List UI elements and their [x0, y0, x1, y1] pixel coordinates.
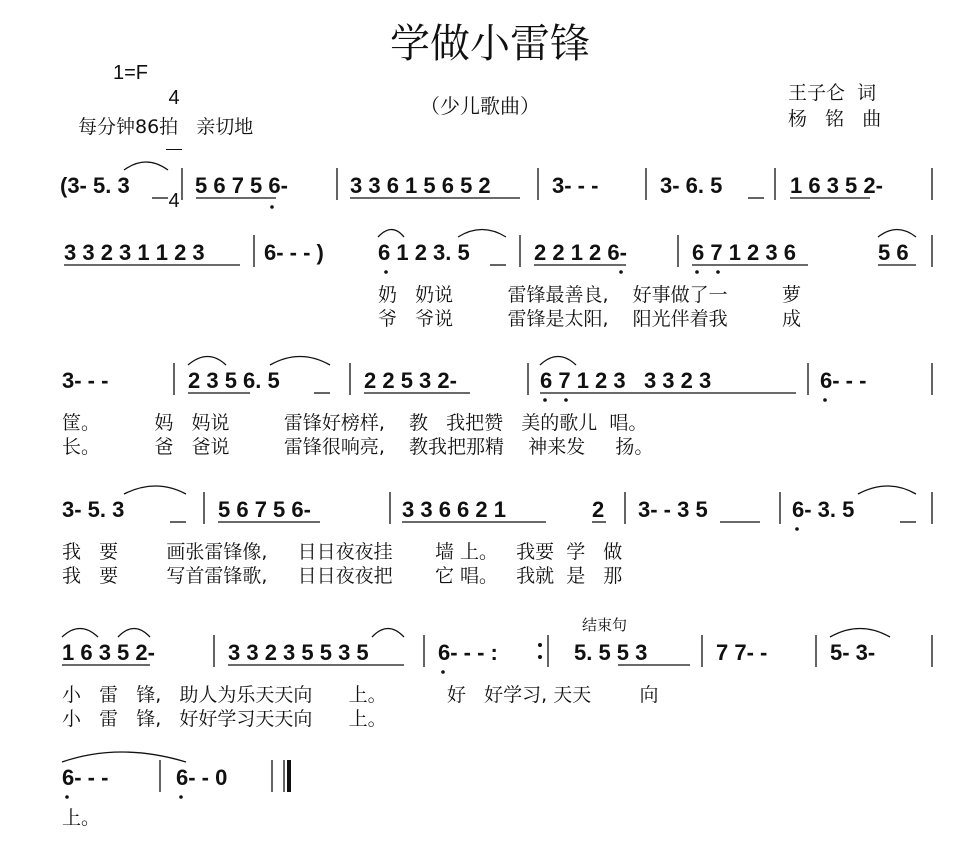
measure: 6- - - ): [264, 240, 324, 265]
measure: 6 7 1 2 3 6: [692, 240, 796, 265]
measure: 6- - - :: [438, 640, 498, 665]
measure: (3- 5. 3: [60, 173, 130, 198]
tempo-marking: 每分钟86拍 亲切地: [78, 116, 254, 138]
measure: 1 6 3 5 2-: [62, 640, 155, 665]
measure: 7 7- -: [716, 640, 768, 665]
measure: 3 3 6 1 5 6 5 2: [350, 173, 491, 198]
composer-credit: 杨 铭 曲: [788, 108, 882, 130]
lyric-line-verse-1: 上。: [62, 807, 101, 829]
measure: 2: [592, 497, 605, 522]
measure: 3- - -: [552, 173, 599, 198]
measure: 3- - -: [62, 368, 109, 393]
measure: 6- 3. 5: [792, 497, 855, 522]
measure: 3 3 2 3 1 1 2 3: [64, 240, 205, 265]
measure: 3 3 2 3 5 5 3 5: [228, 640, 369, 665]
measure: 5 6: [878, 240, 909, 265]
measure: 6 1 2 3. 5: [378, 240, 470, 265]
measure: 3- 6. 5: [660, 173, 723, 198]
measure: 3- - 3 5: [638, 497, 708, 522]
measure: 3 3 6 6 2 1: [402, 497, 506, 522]
lyricist-credit: 王子仑 词: [788, 82, 877, 104]
coda-marker: 结束句: [582, 616, 628, 634]
measure: 5 6 7 5 6-: [218, 497, 311, 522]
song-title: 学做小雷锋: [390, 21, 590, 67]
lyric-line-verse-1: 筐。 妈 妈说 雷锋好榜样, 教 我把赞 美的歌儿 唱。: [62, 412, 648, 434]
measure: 6- - -: [820, 368, 867, 393]
lyric-line-verse-2: 小 雷 锋, 好好学习天天向 上。: [62, 708, 387, 730]
lyric-line-verse-2: 我 要 写首雷锋歌, 日日夜夜把 它 唱。 我就 是 那: [62, 565, 623, 587]
measure: 5- 3-: [830, 640, 876, 665]
key-signature: 1=F: [113, 62, 149, 84]
measure: 5. 5 5 3: [574, 640, 648, 665]
measure: 3- 5. 3: [62, 497, 125, 522]
measure: 2 2 5 3 2-: [364, 368, 457, 393]
time-signature-top: 4: [168, 87, 180, 109]
lyric-line-verse-2: 爷 爷说 雷锋是太阳, 阳光伴着我 成: [378, 308, 802, 330]
time-signature-bottom: 4: [168, 190, 180, 212]
measure: 5 6 7 5 6-: [195, 173, 288, 198]
measure: 6 7 1 2 3 3 3 2 3: [540, 368, 712, 393]
measure: 6- - -: [62, 765, 109, 790]
measure: 6- - 0: [176, 765, 228, 790]
measure: 1 6 3 5 2-: [790, 173, 883, 198]
lyric-line-verse-2: 长。 爸 爸说 雷锋很响亮, 教我把那精 神来发 扬。: [62, 436, 654, 458]
lyric-line-verse-1: 小 雷 锋, 助人为乐天天向 上。 好 好学习, 天天 向: [62, 684, 659, 706]
measure: 2 3 5 6. 5: [188, 368, 280, 393]
lyric-line-verse-1: 我 要 画张雷锋像, 日日夜夜挂 墙 上。 我要 学 做: [62, 541, 623, 563]
measure: 2 2 1 2 6-: [534, 240, 627, 265]
lyric-line-verse-1: 奶 奶说 雷锋最善良, 好事做了一 萝: [378, 284, 802, 306]
song-subtitle: （少儿歌曲）: [420, 94, 540, 118]
